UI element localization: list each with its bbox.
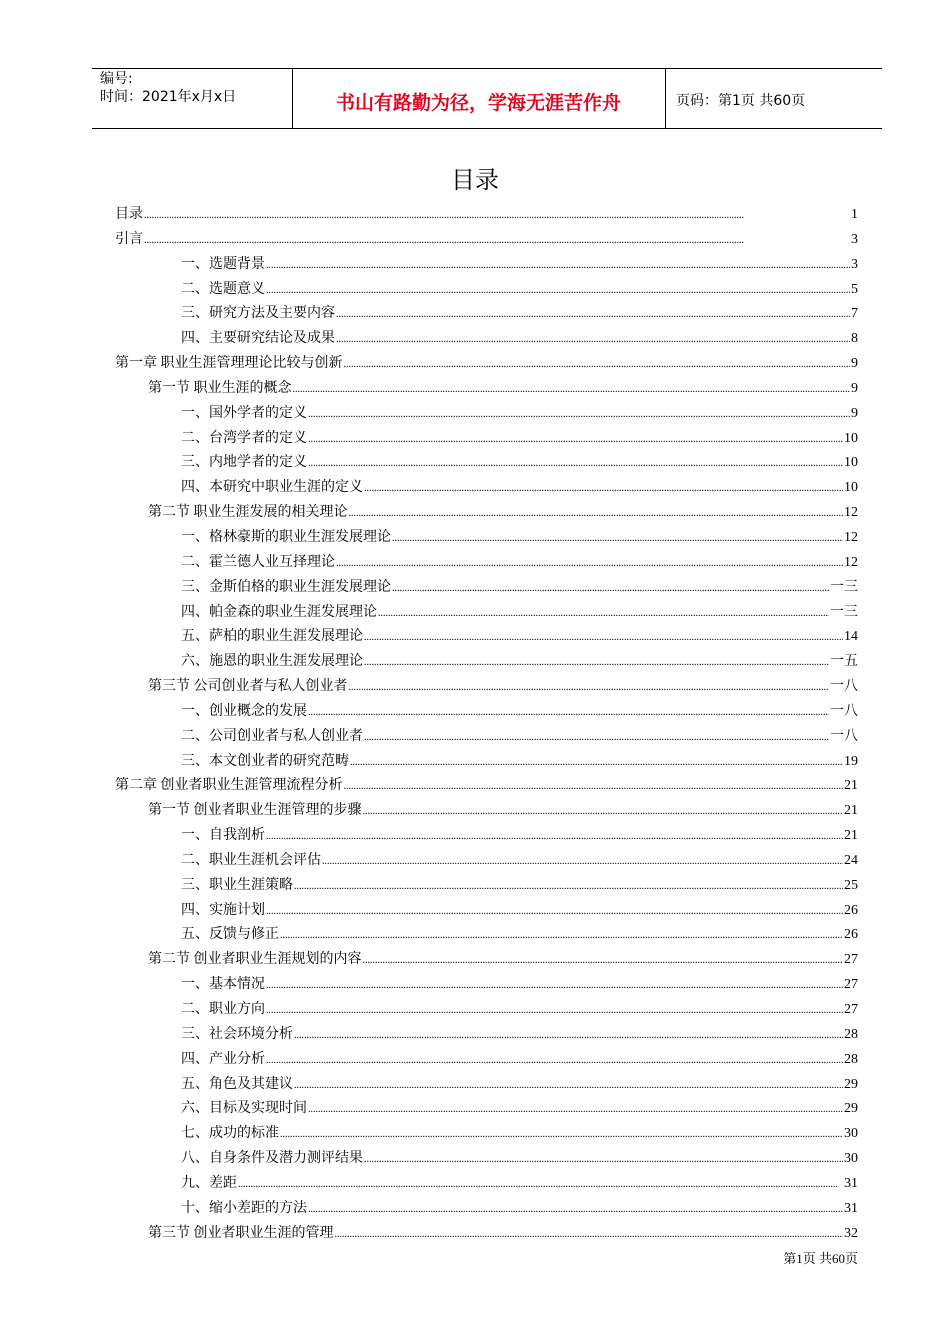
toc-entry-page: 29: [844, 1101, 858, 1117]
toc-entry-page: 28: [844, 1026, 858, 1042]
toc-leader-dots: [294, 1077, 843, 1093]
document-number: 编号:: [100, 71, 133, 87]
toc-entry-label: 二、选题意义: [181, 281, 265, 297]
toc-entry-label: 五、萨柏的职业生涯发展理论: [181, 629, 363, 645]
toc-leader-dots: [344, 778, 844, 794]
toc-leader-dots: [294, 1027, 843, 1043]
toc-entry[interactable]: [115, 278, 858, 303]
toc-leader-dots: [293, 381, 851, 397]
toc-entry-page: 31: [844, 1175, 858, 1191]
toc-leader-dots: [266, 1052, 843, 1068]
header-bottom-rule: [92, 128, 882, 129]
toc-entry-label: 二、职业生涯机会评估: [181, 852, 321, 868]
toc-entry-page: 31: [844, 1200, 858, 1216]
toc-entry-page: 12: [844, 554, 858, 570]
toc-entry-page: 29: [844, 1076, 858, 1092]
toc-entry[interactable]: [115, 551, 858, 576]
toc-entry[interactable]: [115, 1097, 858, 1122]
toc-leader-dots: [238, 1176, 843, 1192]
toc-entry[interactable]: [115, 948, 858, 973]
toc-entry-page: 9: [851, 356, 858, 372]
toc-entry-page: 19: [844, 753, 858, 769]
toc-leader-dots: [322, 853, 843, 869]
toc-entry-label: 第三节 创业者职业生涯的管理: [148, 1225, 334, 1241]
header-motto: 书山有路勤为径，学海无涯苦作舟: [335, 92, 621, 114]
toc-leader-dots: [392, 580, 829, 596]
toc-entry-page: 10: [844, 480, 858, 496]
toc-entry-label: 三、社会环境分析: [181, 1026, 293, 1042]
toc-leader-dots: [266, 903, 843, 919]
toc-entry-page: 3: [851, 231, 858, 247]
toc-entry-label: 二、公司创业者与私人创业者: [181, 728, 363, 744]
toc-entry[interactable]: [115, 302, 858, 327]
toc-entry-label: 第三节 公司创业者与私人创业者: [148, 679, 348, 695]
toc-leader-dots: [266, 977, 843, 993]
toc-entry-label: 五、角色及其建议: [181, 1076, 293, 1092]
toc-entry-page: 30: [844, 1151, 858, 1167]
toc-entry[interactable]: [115, 327, 858, 352]
toc-entry[interactable]: [115, 675, 858, 700]
toc-leader-dots: [335, 1226, 844, 1242]
toc-entry[interactable]: [115, 700, 858, 725]
toc-entry[interactable]: [115, 253, 858, 278]
toc-leader-dots: [364, 480, 843, 496]
toc-entry-label: 八、自身条件及潜力测评结果: [181, 1151, 363, 1167]
toc-entry-page: 27: [844, 1002, 858, 1017]
toc-entry-page: 27: [844, 952, 858, 968]
toc-entry[interactable]: [115, 601, 858, 626]
toc-leader-dots: [364, 654, 829, 670]
toc-leader-dots: [350, 754, 843, 770]
toc-leader-dots: [344, 356, 851, 372]
toc-entry[interactable]: [115, 1122, 858, 1147]
toc-entry-page: 24: [844, 852, 858, 868]
toc-leader-dots: [336, 331, 850, 347]
toc-entry-page: 12: [844, 505, 858, 521]
toc-entry-page: 26: [844, 902, 858, 918]
toc-entry-page: 12: [844, 529, 858, 545]
toc-entry[interactable]: [115, 899, 858, 924]
toc-entry[interactable]: [115, 501, 858, 526]
toc-entry-label: 六、目标及实现时间: [181, 1101, 307, 1117]
toc-leader-dots: [280, 927, 843, 943]
toc-entry[interactable]: [115, 1048, 858, 1073]
toc-entry-page: 一八: [830, 679, 858, 695]
toc-entry-label: 四、帕金森的职业生涯发展理论: [181, 604, 377, 620]
toc-entry-label: 一、自我剖析: [181, 828, 265, 844]
toc-entry[interactable]: [115, 874, 858, 899]
toc-leader-dots: [144, 207, 850, 223]
toc-leader-dots: [392, 530, 843, 546]
toc-entry-label: 一、选题背景: [181, 256, 265, 272]
toc-entry-page: 7: [851, 306, 858, 322]
page-title: 目录: [451, 166, 499, 194]
toc-entry-label: 十、缩小差距的方法: [181, 1200, 307, 1216]
header-top-rule: [92, 68, 882, 69]
toc-entry[interactable]: [115, 849, 858, 874]
toc-entry[interactable]: [115, 1222, 858, 1247]
toc-entry-page: 3: [851, 256, 858, 272]
toc-entry[interactable]: [115, 402, 858, 427]
toc-entry[interactable]: [115, 377, 858, 402]
toc-entry-label: 六、施恩的职业生涯发展理论: [181, 654, 363, 670]
toc-entry-page: 9: [851, 405, 858, 421]
toc-entry[interactable]: [115, 576, 858, 601]
toc-entry-label: 二、职业方向: [181, 1002, 265, 1017]
toc-entry-page: 5: [851, 281, 858, 297]
toc-entry-label: 一、基本情况: [181, 977, 265, 993]
toc-entry[interactable]: [115, 228, 858, 253]
toc-entry-label: 三、研究方法及主要内容: [181, 306, 335, 322]
toc-entry-page: 26: [844, 927, 858, 943]
toc-entry[interactable]: [115, 1172, 858, 1197]
toc-leader-dots: [378, 605, 829, 621]
toc-entry-label: 三、内地学者的定义: [181, 455, 307, 471]
toc-leader-dots: [363, 803, 844, 819]
toc-entry[interactable]: [115, 824, 858, 849]
toc-leader-dots: [308, 1101, 843, 1117]
toc-leader-dots: [364, 629, 843, 645]
toc-entry[interactable]: [115, 1147, 858, 1172]
toc-entry-label: 五、反馈与修正: [181, 927, 279, 943]
toc-leader-dots: [308, 1201, 843, 1217]
toc-entry[interactable]: [115, 750, 858, 775]
toc-entry-page: 14: [844, 629, 858, 645]
toc-entry[interactable]: [115, 1197, 858, 1222]
toc-entry-label: 一、创业概念的发展: [181, 703, 307, 719]
toc-entry-label: 二、台湾学者的定义: [181, 430, 307, 446]
toc-entry-label: 三、职业生涯策略: [181, 877, 293, 893]
toc-entry-label: 一、格林豪斯的职业生涯发展理论: [181, 529, 391, 545]
toc-entry[interactable]: [115, 427, 858, 452]
toc-entry-page: 一五: [830, 654, 858, 670]
toc-entry[interactable]: [115, 799, 858, 824]
toc-entry-page: 8: [851, 331, 858, 347]
toc-entry[interactable]: [115, 625, 858, 650]
toc-entry-label: 四、本研究中职业生涯的定义: [181, 480, 363, 496]
toc-entry-page: 28: [844, 1051, 858, 1067]
toc-entry-label: 一、国外学者的定义: [181, 405, 307, 421]
toc-entry-page: 10: [844, 455, 858, 471]
toc-entry-label: 引言: [115, 231, 143, 247]
toc-entry[interactable]: [115, 923, 858, 948]
header-meta: [100, 70, 236, 106]
toc-entry-page: 32: [844, 1225, 858, 1241]
toc-leader-dots: [266, 828, 843, 844]
toc-leader-dots: [308, 704, 829, 720]
toc-entry-page: 一八: [830, 703, 858, 719]
toc-leader-dots: [266, 282, 850, 298]
toc-entry[interactable]: [115, 1073, 858, 1098]
toc-entry[interactable]: [115, 526, 858, 551]
toc-entry[interactable]: [115, 352, 858, 377]
header-page-info: 页码：第1页 共60页: [676, 93, 806, 109]
toc-entry-label: 三、本文创业者的研究范畴: [181, 753, 349, 769]
table-of-contents: [115, 203, 858, 1246]
toc-leader-dots: [336, 306, 850, 322]
toc-entry-label: 第二节 职业生涯发展的相关理论: [148, 505, 348, 521]
toc-entry-label: 第二章 创业者职业生涯管理流程分析: [115, 778, 343, 794]
toc-entry-page: 27: [844, 977, 858, 993]
toc-leader-dots: [266, 257, 850, 273]
toc-entry-page: 21: [844, 778, 858, 794]
toc-leader-dots: [336, 555, 843, 571]
toc-entry-label: 七、成功的标准: [181, 1126, 279, 1142]
toc-entry-page: 一三: [830, 579, 858, 595]
toc-entry[interactable]: [115, 973, 858, 998]
toc-entry[interactable]: [115, 650, 858, 675]
toc-entry-label: 九、差距: [181, 1175, 237, 1191]
toc-entry-label: 四、主要研究结论及成果: [181, 331, 335, 347]
toc-entry-page: 21: [844, 828, 858, 844]
toc-entry[interactable]: [115, 998, 858, 1023]
toc-leader-dots: [363, 952, 844, 968]
document-time: 时间：2021年x月x日: [100, 89, 237, 105]
toc-entry-label: 第一节 职业生涯的概念: [148, 380, 292, 396]
toc-leader-dots: [349, 679, 830, 695]
toc-entry[interactable]: [115, 1023, 858, 1048]
toc-entry-label: 第一章 职业生涯管理理论比较与创新: [115, 356, 343, 372]
toc-leader-dots: [349, 505, 844, 521]
toc-leader-dots: [308, 455, 843, 471]
toc-entry-label: 二、霍兰德人业互择理论: [181, 554, 335, 570]
toc-entry-page: 1: [851, 207, 858, 222]
toc-leader-dots: [280, 1126, 843, 1142]
toc-entry-label: 第二节 创业者职业生涯规划的内容: [148, 952, 362, 968]
toc-leader-dots: [308, 406, 850, 422]
toc-leader-dots: [364, 1151, 843, 1167]
toc-entry-page: 9: [851, 380, 858, 396]
toc-entry-label: 第一节 创业者职业生涯管理的步骤: [148, 803, 362, 819]
toc-entry[interactable]: [115, 774, 858, 799]
toc-entry-page: 30: [844, 1126, 858, 1142]
toc-entry-page: 21: [844, 803, 858, 819]
toc-entry-label: 三、金斯伯格的职业生涯发展理论: [181, 579, 391, 595]
toc-entry[interactable]: [115, 476, 858, 501]
toc-entry-label: 目录: [115, 207, 143, 222]
toc-entry[interactable]: [115, 725, 858, 750]
toc-entry[interactable]: [115, 451, 858, 476]
page-footer: 第1页 共60页: [783, 1251, 858, 1266]
toc-leader-dots: [308, 431, 843, 447]
toc-entry-page: 一八: [830, 728, 858, 744]
toc-entry[interactable]: [115, 203, 858, 228]
toc-entry-label: 四、实施计划: [181, 902, 265, 918]
toc-entry-page: 25: [844, 877, 858, 893]
toc-leader-dots: [364, 729, 829, 745]
header-divider-right: [665, 68, 666, 128]
toc-entry-page: 一三: [830, 604, 858, 620]
toc-leader-dots: [144, 232, 850, 248]
toc-leader-dots: [294, 878, 843, 894]
toc-entry-label: 四、产业分析: [181, 1051, 265, 1067]
toc-entry-page: 10: [844, 430, 858, 446]
toc-leader-dots: [266, 1002, 843, 1018]
